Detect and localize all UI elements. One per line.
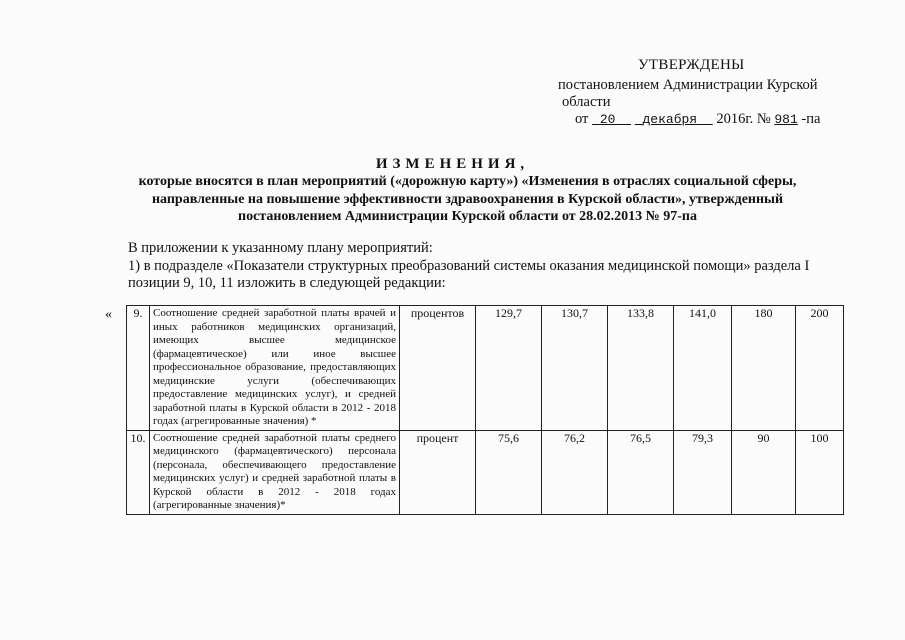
- row-description: Соотношение средней заработной платы среднего медицинского (фармацевтического) персонала (персонала, обеспечивающего предоставление медицинских услуг) и средней заработной платы в Курской области в 2012 - 2018 годах (агрегированные значения)*: [150, 430, 400, 514]
- approval-heading: УТВЕРЖДЕНЫ: [638, 57, 745, 73]
- approval-line1: постановлением Администрации Курской: [558, 77, 818, 93]
- row-value: 75,6: [476, 430, 542, 514]
- row-value: 100: [796, 430, 844, 514]
- opening-quote: «: [105, 307, 112, 322]
- approval-month: декабря: [642, 112, 698, 127]
- approval-year: 2016г. №: [716, 111, 771, 127]
- table-row: [127, 306, 844, 431]
- row-value: 141,0: [674, 306, 732, 431]
- row-value: 200: [796, 306, 844, 431]
- approval-number: 981: [774, 112, 798, 127]
- intro-text: В приложении к указанному плану мероприятий:: [128, 240, 433, 256]
- row-value: 129,7: [476, 306, 542, 431]
- item1-text: 1) в подразделе «Показатели структурных преобразований системы оказания медицинской помощи» раздела I: [128, 258, 810, 274]
- document-subtitle: которые вносятся в план мероприятий («дорожную карту») «Изменения в отраслях социальной сферы, направленные на повышение эффективности здравоохранения в Курской области», утвержденный постановлением Администрации Курской области от 28.02.2013 № 97-па: [138, 174, 797, 224]
- row-value: 76,2: [542, 430, 608, 514]
- row-number: 10.: [127, 430, 150, 514]
- row-unit: процентов: [400, 306, 476, 431]
- date-prefix: от: [575, 111, 589, 127]
- approval-suffix: -па: [801, 111, 821, 127]
- indicators-table: [126, 305, 844, 515]
- row-description: Соотношение средней заработной платы врачей и иных работников медицинских организаций, имеющих высшее медицинское (фармацевтическое) или иное высшее профессиональное образование, предоставляющих медицинские услуги (обеспечивающих предоставление медицинских услуг), и средней заработной платы в Курской области в 2012 - 2018 годах (агрегированные значения) *: [150, 306, 400, 431]
- approval-date-line: [575, 110, 820, 129]
- table-row: [127, 430, 844, 514]
- row-value: 130,7: [542, 306, 608, 431]
- approval-day: 20: [599, 112, 616, 127]
- row-value: 76,5: [608, 430, 674, 514]
- approval-line2: области: [562, 94, 611, 110]
- row-unit: процент: [400, 430, 476, 514]
- row-value: 79,3: [674, 430, 732, 514]
- row-value: 90: [732, 430, 796, 514]
- item1-continuation: позиции 9, 10, 11 изложить в следующей редакции:: [128, 275, 446, 291]
- document-title: ИЗМЕНЕНИЯ,: [375, 156, 530, 172]
- row-number: 9.: [127, 306, 150, 431]
- row-value: 180: [732, 306, 796, 431]
- row-value: 133,8: [608, 306, 674, 431]
